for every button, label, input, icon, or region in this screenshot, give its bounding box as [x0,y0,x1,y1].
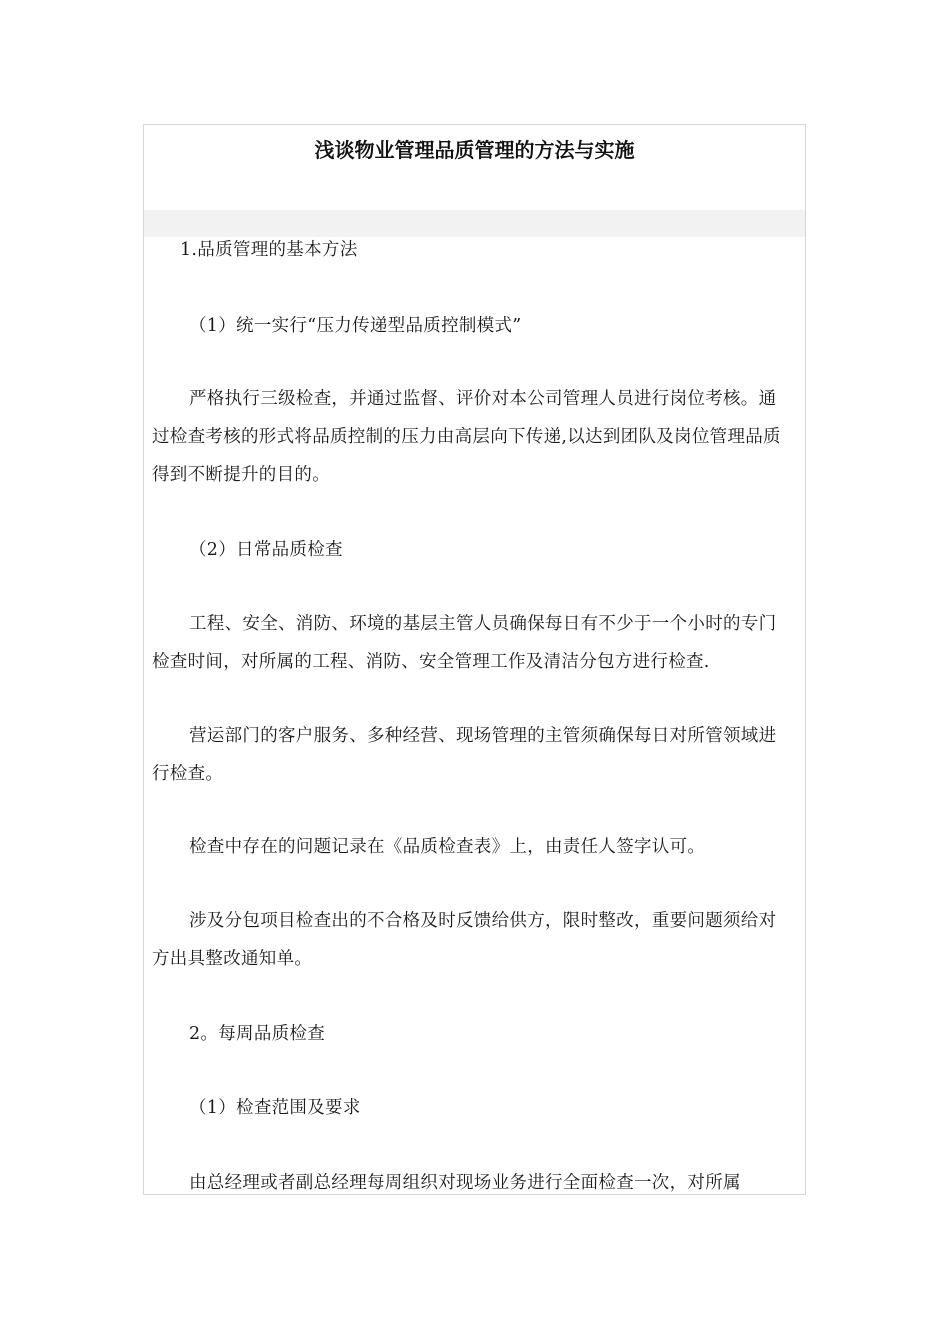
subsection-heading-1-2: （2）日常品质检查 [189,540,343,560]
body-paragraph: 检查中存在的问题记录在《品质检查表》上，由责任人签字认可。 [189,837,706,857]
subsection-heading-2-1: （1）检查范围及要求 [189,1098,361,1118]
body-paragraph: 由总经理或者副总经理每周组织对现场业务进行全面检查一次，对所属 [189,1173,741,1193]
body-paragraph: 严格执行三级检查，并通过监督、评价对本公司管理人员进行岗位考核。通过检查考核的形式将品质控制的压力由高层向下传递,以达到团队及岗位管理品质得到不断提升的目的。 [152,389,781,485]
document-frame [143,124,806,1195]
section-heading-2: 2。每周品质检查 [189,1024,326,1044]
subsection-heading-1-1: （1）统一实行“压力传递型品质控制模式” [189,316,522,336]
section-heading-1: 1.品质管理的基本方法 [180,240,358,260]
body-paragraph: 工程、安全、消防、环境的基层主管人员确保每日有不少于一个小时的专门检查时间，对所属的工程、消防、安全管理工作及清洁分包方进行检查. [152,614,777,672]
body-paragraph: 营运部门的客户服务、多种经营、现场管理的主管须确保每日对所管领域进行检查。 [152,726,777,784]
body-paragraph: 涉及分包项目检查出的不合格及时反馈给供方，限时整改，重要问题须给对方出具整改通知单。 [152,911,777,969]
document-title: 浅谈物业管理品质管理的方法与实施 [314,138,635,162]
